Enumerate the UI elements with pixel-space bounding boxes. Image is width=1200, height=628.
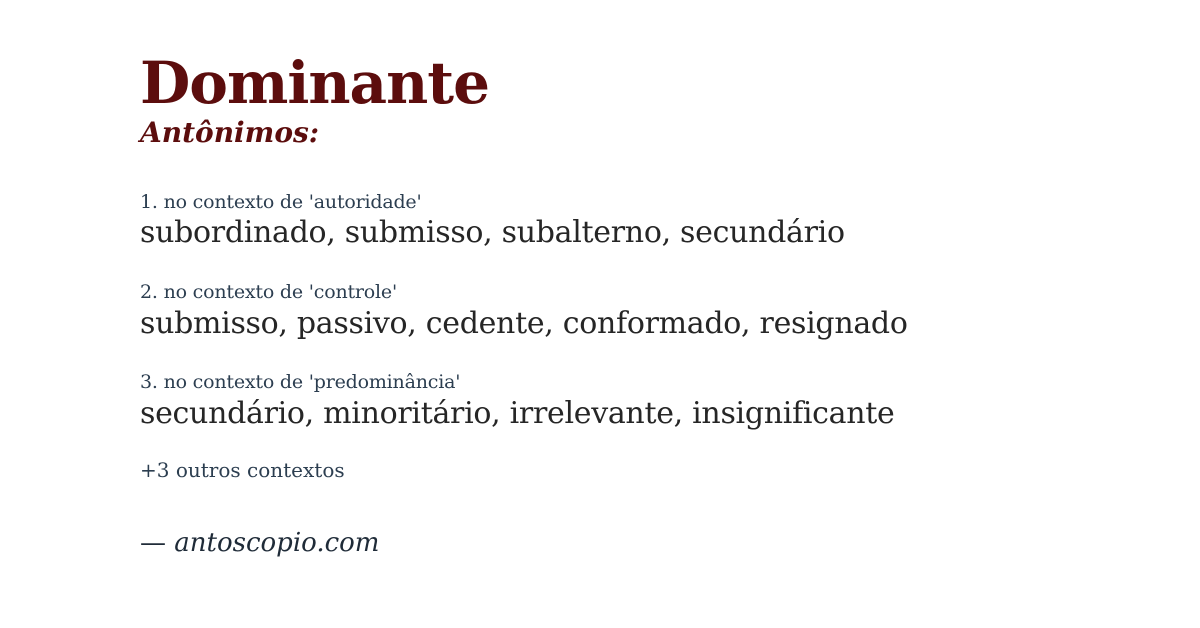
antonyms-list: secundário, minoritário, irrelevante, insignificante bbox=[140, 395, 895, 431]
antonyms-list: subordinado, submisso, subalterno, secundário bbox=[140, 215, 845, 251]
attribution-source: antoscopio.com bbox=[174, 528, 380, 559]
attribution-dash: — bbox=[140, 528, 166, 559]
more-contexts-note: +3 outros contextos bbox=[140, 458, 345, 483]
context-label: 3. no contexto de 'predominância' bbox=[140, 371, 461, 394]
page-subtitle: Antônimos: bbox=[140, 115, 320, 149]
context-section-1 bbox=[140, 191, 1140, 251]
context-label: 1. no contexto de 'autoridade' bbox=[140, 190, 422, 213]
context-sections bbox=[140, 191, 1140, 432]
attribution bbox=[140, 528, 1140, 559]
context-section-3 bbox=[140, 371, 1140, 431]
context-section-2 bbox=[140, 281, 1140, 341]
context-label: 2. no contexto de 'controle' bbox=[140, 280, 397, 303]
antonyms-list: submisso, passivo, cedente, conformado, resignado bbox=[140, 305, 908, 341]
page-title: Dominante bbox=[140, 49, 489, 117]
